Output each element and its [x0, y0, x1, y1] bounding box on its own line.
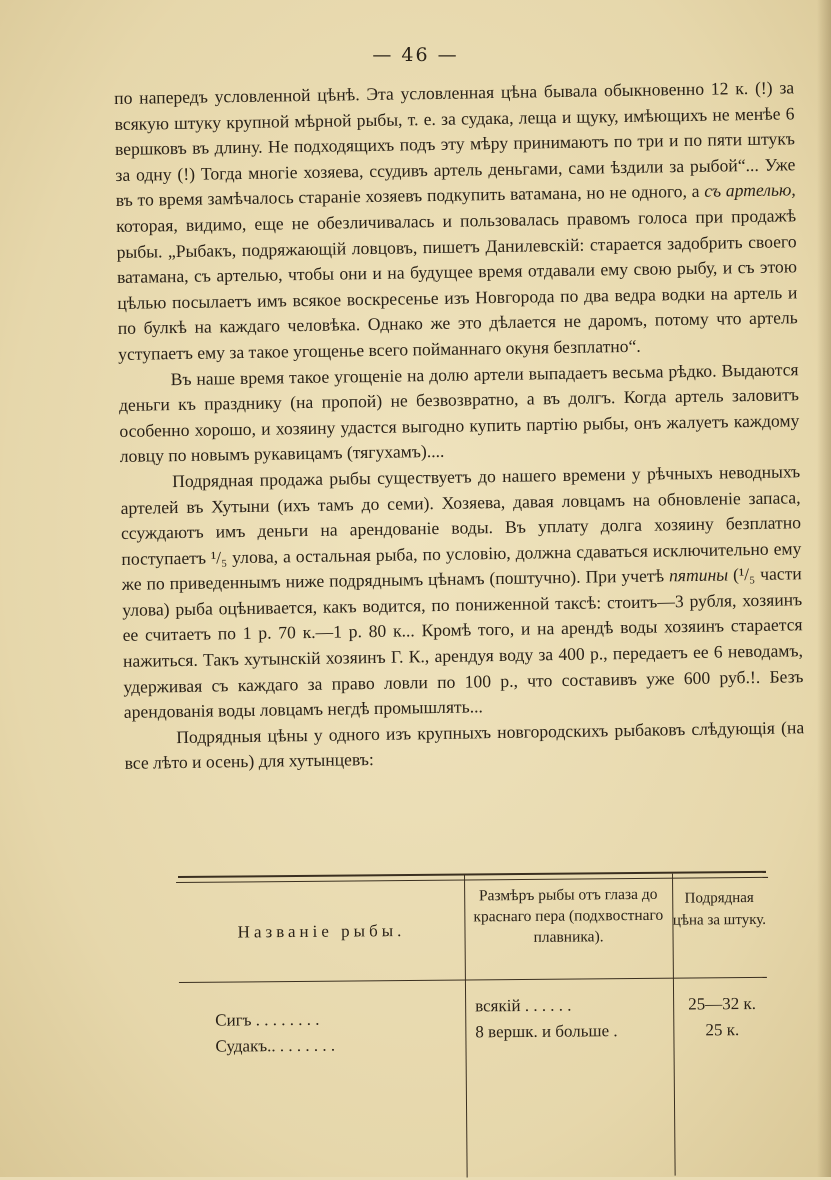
table-header-fish-name: Названіе рыбы.	[237, 921, 406, 942]
table-cell-size-1: всякій . . . . . .	[475, 995, 572, 1016]
paragraph-1-emphasis: съ артелью,	[704, 179, 796, 202]
table-column-price	[677, 991, 767, 1044]
body-text	[114, 75, 805, 777]
table-cell-fish-2: Судакъ.. . . . . . . .	[215, 1035, 336, 1056]
price-table	[178, 871, 769, 1180]
paragraph-2: Въ наше время такое угощеніе на долю артели выпадаетъ весьма рѣдко. Выдаются деньги къ празднику (на пропой) не безвозвратно, а въ долгъ. Когда артель заловитъ особенно хорошо, и хозяину удастся выгодно купить партію рыбы, онъ жалуетъ каждому ловцу по новымъ рукавицамъ (тягухамъ)....	[118, 358, 800, 467]
paragraph-1-part-b: которая, видимо, еще не обезличивалась и пользовалась правомъ голоса при продажѣ рыбы. „Рыбакъ, подряжающій ловцовъ, пишетъ Данилевскій: старается задобрить своего ватамана, съ артелью, чтобы они и на будущее время отдавали ему свою рыбу, и съ этою цѣлью посылаетъ имъ всякое воскресенье изъ Новгорода по два ведра водки на артель и по булкѣ на каждаго человѣка. Однако же это дѣлается не даромъ, потому что артель уступаетъ ему за такое угощенье всего пойманнаго окуня безплатно“.	[116, 205, 798, 364]
paragraph-3	[120, 459, 804, 726]
table-header-divider	[179, 977, 767, 983]
table-cell-fish-1: Сигъ . . . . . . . .	[215, 1009, 320, 1030]
table-header-price: Подрядная цѣна за штуку.	[672, 889, 767, 929]
paragraph-1	[114, 75, 798, 367]
paragraph-3-part-b: (¹/₅ части улова) рыба оцѣнивается, какъ водится, по пониженной таксѣ: стоитъ—3 рубля, хозяинъ ее считаетъ по 1 р. 70 к.—1 р. 80 к... Кромѣ того, и на арендѣ воды хозяинъ старается нажиться. Такъ хутынскій хозяинъ Г. К., арендуя воду за 400 р., передаетъ ее 6 неводамъ, удерживая съ каждаго за право ловли по 100 р., что составивъ уже 600 руб.!. Безъ арендованія воды ловцамъ негдѣ промышлять...	[122, 563, 804, 723]
table-cell-price-1: 25—32 к.	[688, 993, 757, 1014]
table-column-size	[475, 992, 618, 1045]
paragraph-3-part-a: Подрядная продажа рыбы существуетъ до нашего времени у рѣчныхъ неводныхъ артелей въ Хутыни (ихъ тамъ до семи). Хозяева, давая ловцамъ на обновленіе запаса, ссуждаютъ имъ деньги на арендованіе воды. Въ уплату долга хозяину безплатно поступаетъ ¹/₅ улова, а остальная рыба, по условію, должна сдаваться исключительно ему же по приведеннымъ ниже подряднымъ цѣнамъ (поштучно). При учетѣ	[120, 461, 802, 595]
page-edge-shadow	[817, 0, 831, 1177]
paragraph-3-emphasis: пятины	[668, 564, 729, 586]
table-top-rule	[176, 877, 768, 883]
table-header-fish-size: Размѣръ рыбы отъ глаза до краснаго пера (подхвостнаго плавника).	[473, 885, 664, 946]
table-cell-size-2: 8 вершк. и больше .	[475, 1021, 618, 1042]
table-cell-price-2: 25 к.	[705, 1020, 740, 1040]
paragraph-1-part-a: по напередъ условленной цѣнѣ. Эта условленная цѣна бывала обыкновенно 12 к. (!) за всякую штуку крупной мѣрной рыбы, т. е. за судака, леща и щуку, имѣющихъ не менѣе 6 вершковъ въ длину. Не подходящихъ подъ эту мѣру принимаютъ по три и по пяти штукъ за одну (!) Тогда многіе хозяева, ссудивъ артель деньгами, сами ѣздили за рыбой“... Уже въ то время замѣчалось стараніе хозяевъ подкупить ватамана, но не одного, а	[114, 77, 796, 211]
paragraph-4: Подрядныя цѣны у одного изъ крупныхъ новгородскихъ рыбаковъ слѣдующія (на все лѣто и осень) для хутынцевъ:	[124, 717, 805, 774]
page-number: — 46 —	[372, 44, 459, 66]
table-column-fish	[215, 1007, 335, 1060]
